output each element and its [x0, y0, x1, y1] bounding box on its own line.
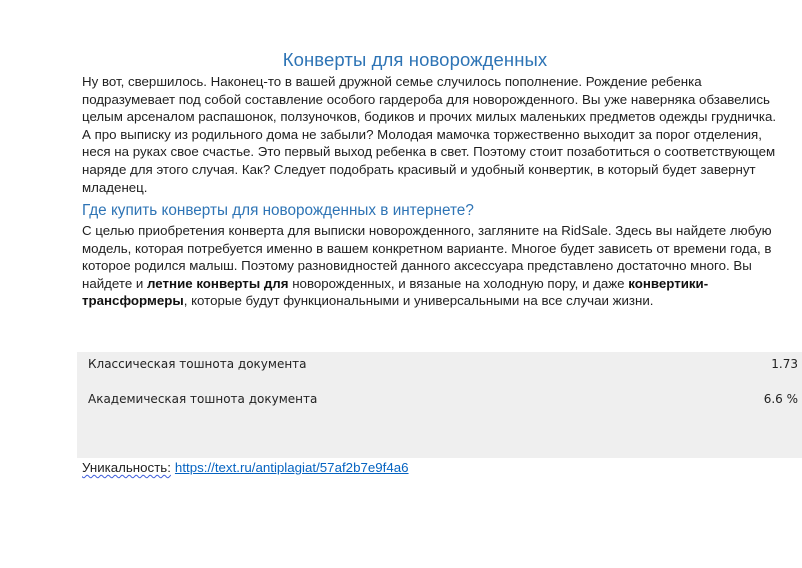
uniqueness-link[interactable]: https://text.ru/antiplagiat/57af2b7e9f4a6: [174, 460, 409, 475]
intro-paragraph: Ну вот, свершилось. Наконец-то в вашей дружной семье случилось пополнение. Рождение ребенка подразумевает под собой составление особого гардероба для новорожденного. Вы уже наверняка обзавелись целым арсеналом распашонок, ползуночков, бодиков и прочих милых маленьких предметов одежды грудничка. А про выписку из родильного дома не забыли? Молодая мамочка торжественно выходит за порог отделения, неся на руках свое счастье. Это первый выход ребенка в свет. Поэтому стоит позаботиться о соответствующем наряде для этого случая. Как? Следует подобрать красивый и удобный конвертик, в который будет завернут младенец.: [82, 74, 777, 195]
document-title: Конверты для новорожденных: [282, 49, 548, 70]
stat-value: 1.73: [771, 357, 798, 371]
paragraph-text: , которые будут функциональными и универсальными на все случаи жизни.: [183, 293, 654, 309]
stat-value: 6.6 %: [763, 392, 798, 406]
paragraph-text: новорожденных, и вязаные на холодную пору, и даже: [288, 275, 629, 291]
stat-row-academic-nausea: [88, 392, 798, 410]
stats-panel: [77, 352, 802, 458]
stat-row-classic-nausea: [88, 357, 798, 375]
body-paragraph: [82, 222, 782, 310]
paragraph-text: С целью приобретения конверта для выписки новорожденного, загляните на RidSale. Здесь вы найдете любую модель, которая потребуется именно в вашем конкретном варианте. Многое будет зависеть от времени года, в которое родился малыш. Поэтому разновидностей данного аксессуара представлено достаточно много. Вы найдете и: [82, 223, 772, 291]
stat-label: Академическая тошнота документа: [88, 392, 318, 406]
bold-phrase-transformers: конвертики-трансформеры: [82, 275, 709, 309]
section-heading: Где купить конверты для новорожденных в интернете?: [82, 202, 474, 219]
bold-phrase-summer-envelopes: летние конверты для: [147, 275, 289, 291]
stat-label: Классическая тошнота документа: [88, 357, 307, 371]
uniqueness-line: [82, 460, 409, 475]
uniqueness-label: Уникальность:: [82, 460, 171, 475]
